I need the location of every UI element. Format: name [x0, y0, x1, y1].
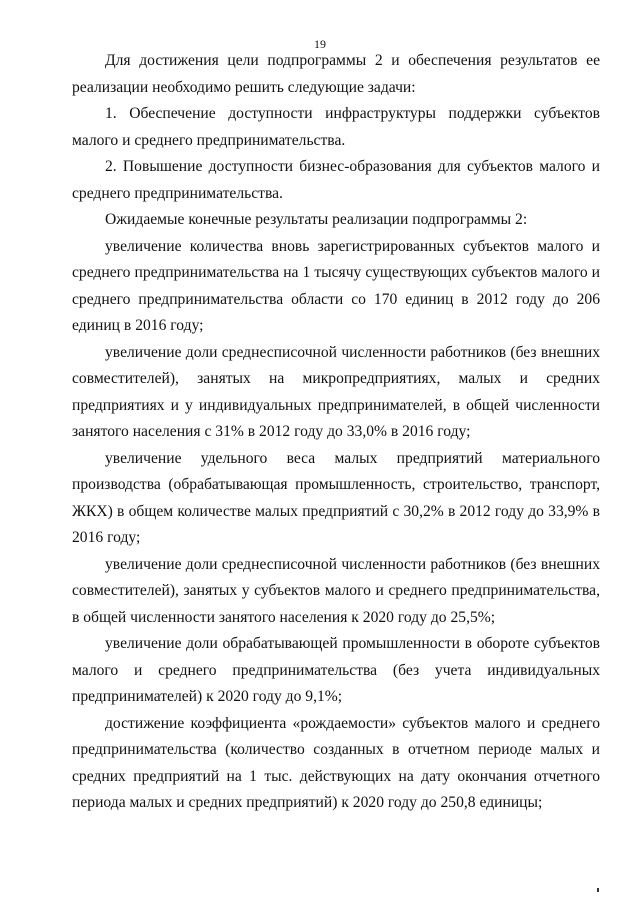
paragraph-goal-intro: Для достижения цели подпрограммы 2 и обеспечения результатов ее реализации необходимо решить следующие задачи: [72, 52, 600, 96]
document-body [72, 48, 600, 817]
paragraph-result-4: увеличение доли среднесписочной численности работников (без внешних совместителей), занятых у субъектов малого и среднего предпринимательства, в общей численности занятого населения к 2020 году до 25,5%; [72, 555, 600, 626]
page-number: 19 [314, 37, 326, 51]
paragraph-results-heading: Ожидаемые конечные результаты реализации подпрограммы 2: [105, 211, 528, 228]
paragraph-result-2: увеличение доли среднесписочной численности работников (без внешних совместителей), занятых на микропредприятиях, малых и средних предприятиях и у индивидуальных предпринимателей, в общей численности занятого населения с 31% в 2012 году до 33,0% в 2016 году; [72, 343, 600, 440]
paragraph-result-1: увеличение количества вновь зарегистрированных субъектов малого и среднего предпринимательства на 1 тысячу существующих субъектов малого и среднего предпринимательства области со 170 единиц в 2012 году до 206 единиц в 2016 году; [72, 237, 600, 334]
paragraph-task-1: 1. Обеспечение доступности инфраструктуры поддержки субъектов малого и среднего предпринимательства. [72, 105, 600, 149]
paragraph-result-6: достижение коэффициента «рождаемости» субъектов малого и среднего предпринимательства (количество созданных в отчетном периоде малых и средних предприятий на 1 тыс. действующих на дату окончания отчетного периода малых и средних предприятий) к 2020 году до 250,8 единицы; [72, 714, 600, 811]
paragraph-task-2: 2. Повышение доступности бизнес-образования для субъектов малого и среднего предпринимательства. [72, 158, 600, 202]
paragraph-result-3: увеличение удельного веса малых предприятий материального производства (обрабатывающая промышленность, строительство, транспорт, ЖКХ) в общем количестве малых предприятий с 30,2% в 2012 году до 33,9% в 2016 году; [72, 449, 600, 546]
scan-mark [597, 888, 599, 892]
paragraph-result-5: увеличение доли обрабатывающей промышленности в обороте субъектов малого и среднего предпринимательства (без учета индивидуальных предпринимателей) к 2020 году до 9,1%; [72, 635, 600, 705]
